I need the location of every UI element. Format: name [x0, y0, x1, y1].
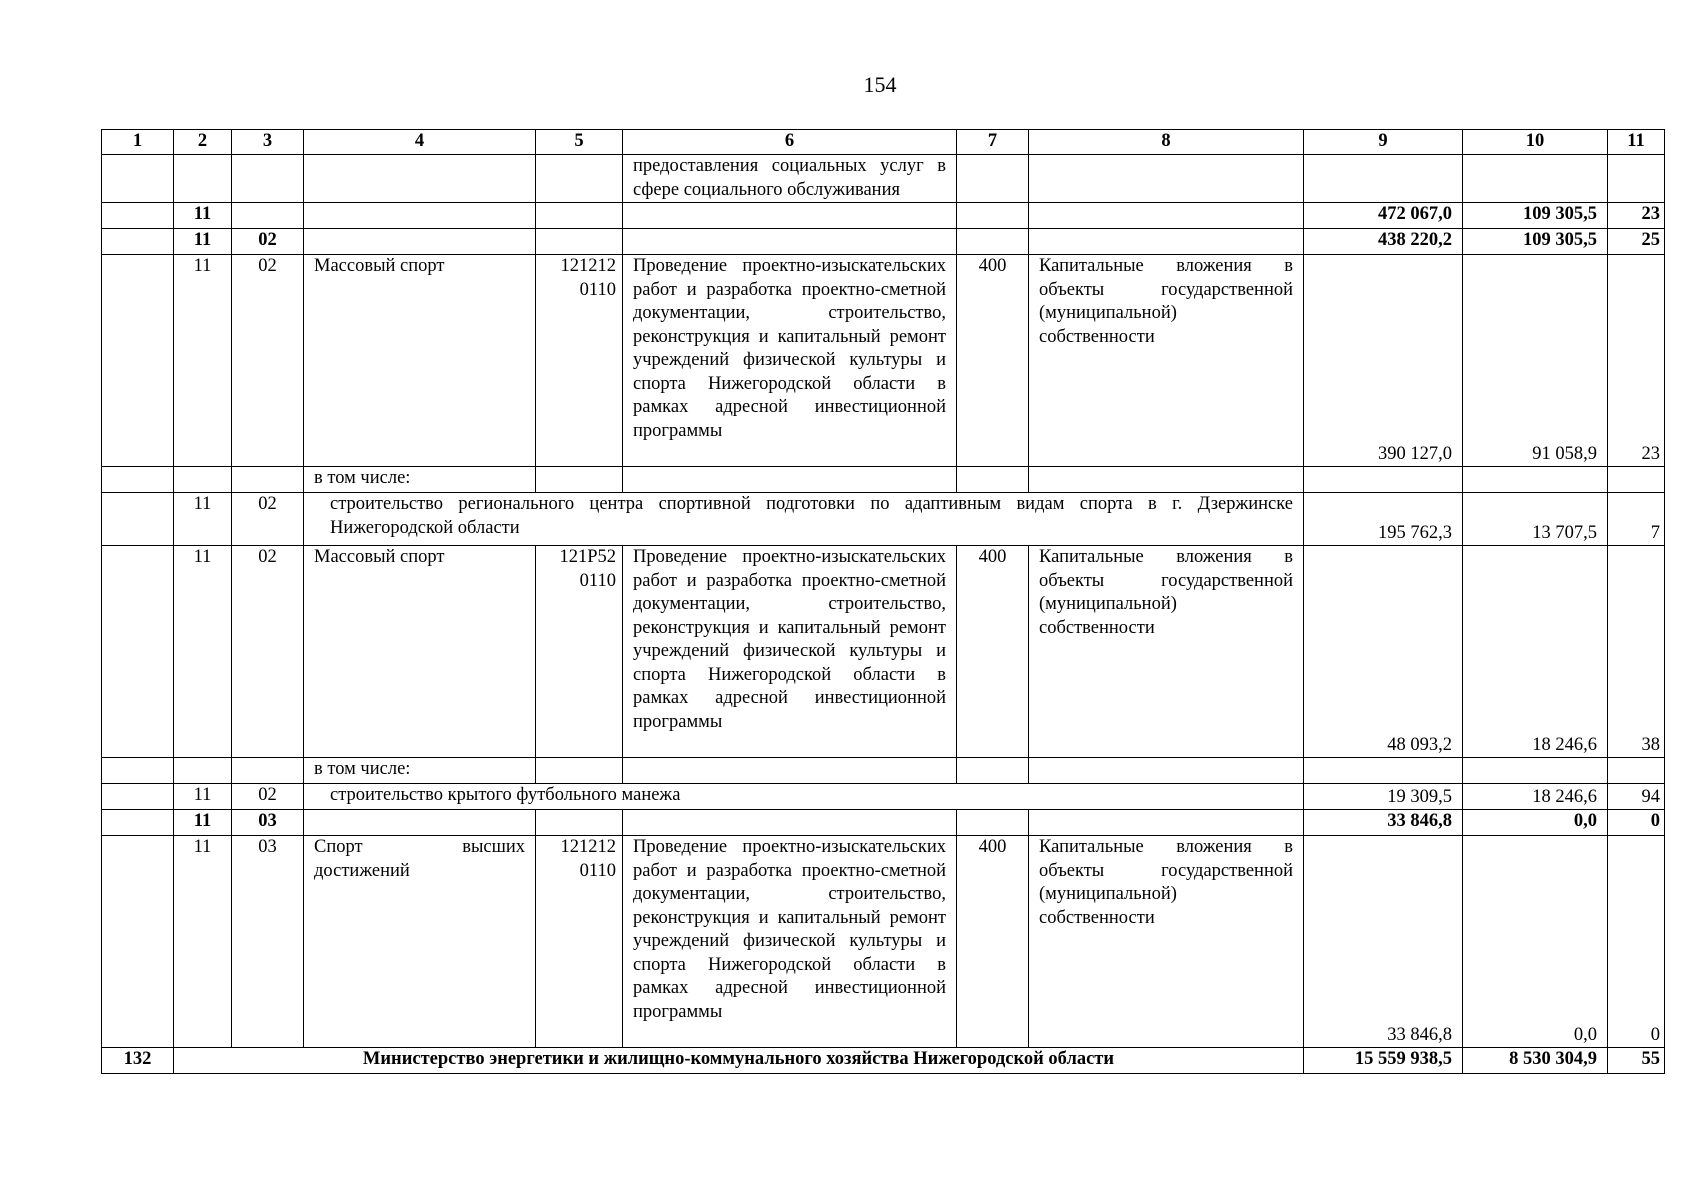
cell-section: 11: [174, 255, 232, 467]
cell-subsection: 02: [232, 255, 304, 467]
cell-description: Проведение проектно-изыскательских работ и разработка проектно-сметной документации, строительство, реконструкция и капитальный ремонт учреждений физической культуры и спорта Нижегородской области в рамках адресной инвестиционной программы: [623, 255, 957, 467]
cell-amount-10: 18 246,6: [1463, 546, 1608, 758]
cell-description: предоставления социальных услуг в сфере социального обслуживания: [623, 155, 957, 203]
cell-code: 121212 0110: [536, 836, 623, 1048]
cell-subsection: 03: [232, 836, 304, 1048]
cell-type-code: 400: [957, 836, 1029, 1048]
cell-amount-9: 48 093,2: [1304, 546, 1463, 758]
cell-subsection: 02: [232, 229, 304, 255]
table-row-section-11: [102, 203, 1665, 229]
cell-type-code: 400: [957, 546, 1029, 758]
cell-amount-10: 13 707,5: [1463, 493, 1608, 546]
cell-percent: 0: [1608, 810, 1665, 836]
cell-amount-10: 8 530 304,9: [1463, 1048, 1608, 1074]
cell-type-name: Капитальные вложения в объекты государственной (муниципальной) собственности: [1029, 836, 1304, 1048]
cell-amount-9: 19 309,5: [1304, 784, 1463, 810]
cell-ministry-name: Министерство энергетики и жилищно-коммунального хозяйства Нижегородской области: [174, 1048, 1304, 1074]
cell-section: 11: [174, 784, 232, 810]
cell-name: Массовый спорт: [304, 546, 536, 758]
col-header-11: 11: [1608, 130, 1665, 155]
cell-section: 11: [174, 810, 232, 836]
col-header-6: 6: [623, 130, 957, 155]
cell-amount-9: 438 220,2: [1304, 229, 1463, 255]
col-header-7: 7: [957, 130, 1029, 155]
cell-percent: 25: [1608, 229, 1665, 255]
col-header-1: 1: [102, 130, 174, 155]
cell-percent: 94: [1608, 784, 1665, 810]
cell-section: 11: [174, 229, 232, 255]
cell-code: 121212 0110: [536, 255, 623, 467]
col-header-9: 9: [1304, 130, 1463, 155]
cell-amount-9: 195 762,3: [1304, 493, 1463, 546]
table-row-continuation: [102, 155, 1665, 203]
table-row-mass-sport-1: [102, 255, 1665, 467]
cell-including-label: в том числе:: [304, 467, 536, 493]
page-number: 154: [863, 72, 897, 97]
cell-amount-9: 15 559 938,5: [1304, 1048, 1463, 1074]
cell-percent: 38: [1608, 546, 1665, 758]
cell-including-label: в том числе:: [304, 758, 536, 784]
table-row-elite-sport: [102, 836, 1665, 1048]
table-row-football-arena: [102, 784, 1665, 810]
cell-amount-9: 33 846,8: [1304, 836, 1463, 1048]
cell-object-name: строительство крытого футбольного манежа: [304, 784, 1304, 810]
col-header-10: 10: [1463, 130, 1608, 155]
cell-subsection: 02: [232, 493, 304, 546]
table-row-dzerzhinsk-center: [102, 493, 1665, 546]
table-row-subsection-1103: [102, 810, 1665, 836]
header-row: [102, 130, 1665, 155]
cell-percent: 23: [1608, 255, 1665, 467]
cell-amount-10: 0,0: [1463, 810, 1608, 836]
col-header-4: 4: [304, 130, 536, 155]
cell-subsection: 02: [232, 546, 304, 758]
cell-type-code: 400: [957, 255, 1029, 467]
table-row-including-1: [102, 467, 1665, 493]
cell-percent: 55: [1608, 1048, 1665, 1074]
cell-description: Проведение проектно-изыскательских работ и разработка проектно-сметной документации, строительство, реконструкция и капитальный ремонт учреждений физической культуры и спорта Нижегородской области в рамках адресной инвестиционной программы: [623, 836, 957, 1048]
cell-type-name: Капитальные вложения в объекты государственной (муниципальной) собственности: [1029, 546, 1304, 758]
cell-section: 11: [174, 493, 232, 546]
cell-type-name: Капитальные вложения в объекты государственной (муниципальной) собственности: [1029, 255, 1304, 467]
cell-amount-10: 91 058,9: [1463, 255, 1608, 467]
cell-object-name: строительство регионального центра спортивной подготовки по адаптивным видам спорта в г. Дзержинске Нижегородской области: [304, 493, 1304, 546]
cell-percent: 7: [1608, 493, 1665, 546]
cell-percent: 23: [1608, 203, 1665, 229]
cell-amount-10: 109 305,5: [1463, 229, 1608, 255]
cell-amount-10: 18 246,6: [1463, 784, 1608, 810]
cell-section: 11: [174, 836, 232, 1048]
table-row-ministry-132: [102, 1048, 1665, 1074]
cell-section: 11: [174, 203, 232, 229]
cell-amount-10: 109 305,5: [1463, 203, 1608, 229]
table-row-including-2: [102, 758, 1665, 784]
cell-subsection: 03: [232, 810, 304, 836]
cell-subsection: 02: [232, 784, 304, 810]
cell-amount-9: 472 067,0: [1304, 203, 1463, 229]
cell-ministry-code: 132: [102, 1048, 174, 1074]
cell-description: Проведение проектно-изыскательских работ и разработка проектно-сметной документации, строительство, реконструкция и капитальный ремонт учреждений физической культуры и спорта Нижегородской области в рамках адресной инвестиционной программы: [623, 546, 957, 758]
cell-code: 121Р52 0110: [536, 546, 623, 758]
cell-name: Спорт высших достижений: [304, 836, 536, 1048]
table-row-subsection-1102: [102, 229, 1665, 255]
cell-amount-10: 0,0: [1463, 836, 1608, 1048]
table-row-mass-sport-2: [102, 546, 1665, 758]
col-header-3: 3: [232, 130, 304, 155]
cell-name: Массовый спорт: [304, 255, 536, 467]
cell-section: 11: [174, 546, 232, 758]
col-header-2: 2: [174, 130, 232, 155]
col-header-5: 5: [536, 130, 623, 155]
col-header-8: 8: [1029, 130, 1304, 155]
cell-amount-9: 33 846,8: [1304, 810, 1463, 836]
cell-amount-9: 390 127,0: [1304, 255, 1463, 467]
cell-percent: 0: [1608, 836, 1665, 1048]
budget-table: [101, 129, 1665, 1074]
